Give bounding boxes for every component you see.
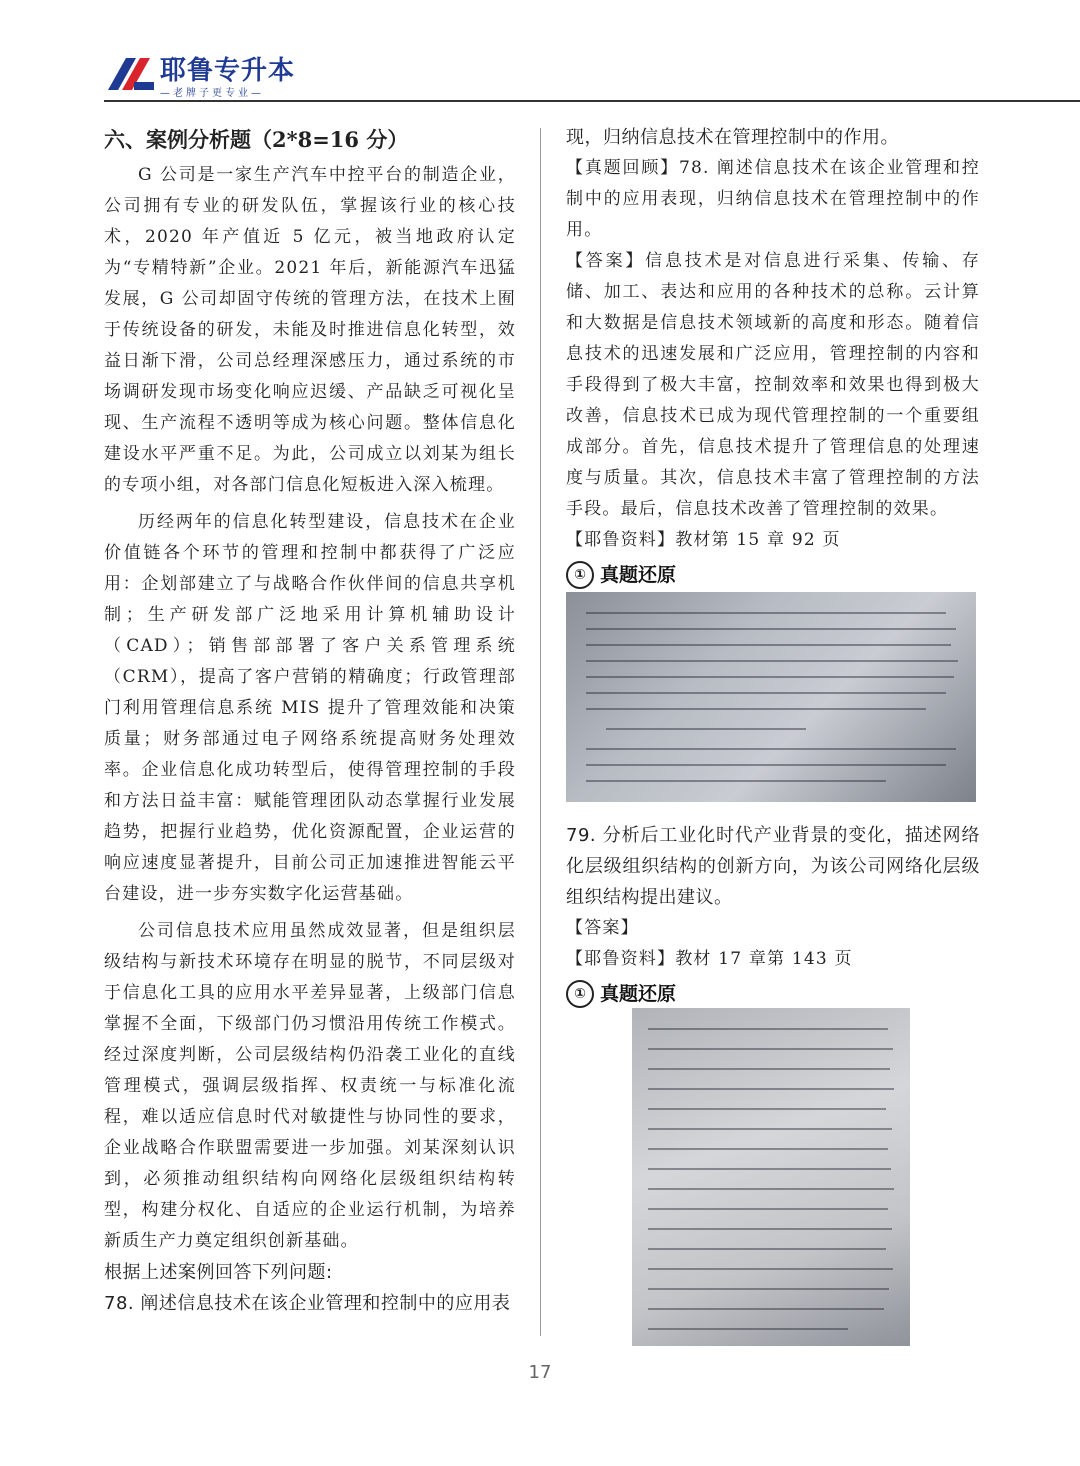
tag-real-exam-2 [566, 977, 980, 1011]
brand-logo-icon [104, 52, 156, 96]
header-divider [104, 100, 1080, 102]
page-header [0, 0, 1080, 104]
case-paragraph-2: 历经两年的信息化转型建设，信息技术在企业价值链各个环节的管理和控制中都获得了广泛应用：企划部建立了与战略合作伙伴间的信息共享机制；生产研发部广泛地采用计算机辅助设计（CAD）；销售部部署了客户关系管理系统（CRM），提高了客户营销的精确度；行政管理部门利用管理信息系统 MIS 提升了管理效能和决策质量；财务部通过电子网络系统提高财务处理效率。企业信息化成功转型后，使得管理控制的手段和方法日益丰富：赋能管理团队动态掌握行业发展趋势，把握行业趋势，优化资源配置，企业运营的响应速度显著提升，目前公司正加速推进智能云平台建设，进一步夯实数字化运营基础。 [104, 512, 516, 904]
source-79: 【耶鲁资料】教材 17 章第 143 页 [566, 949, 853, 969]
section-title: 六、案例分析题（2*8=16 分） [104, 127, 409, 152]
textbook-photo-2 [632, 1008, 910, 1346]
question-78-start: 78. 阐述信息技术在该企业管理和控制中的应用表 [104, 1293, 511, 1314]
right-column [566, 122, 980, 594]
case-paragraph-3: 公司信息技术应用虽然成效显著，但是组织层级结构与新技术环境存在明显的脱节，不同层级对于信息化工具的应用水平差异显著，上级部门信息掌握不全面，下级部门仍习惯沿用传统工作模式。经过深度判断，公司层级结构仍沿袭工业化的直线管理模式，强调层级指挥、权责统一与标准化流程，难以适应信息时代对敏捷性与协同性的要求，企业战略合作联盟需要进一步加强。刘某深刻认识到，必须推动组织结构向网络化层级组织结构转型，构建分权化、自适应的企业运行机制，为培养新质生产力奠定组织创新基础。 [104, 921, 516, 1251]
tag-real-exam-1 [566, 558, 980, 592]
left-column [104, 122, 516, 1319]
circle-number-icon: ① [566, 561, 594, 589]
question-prompt: 根据上述案例回答下列问题: [104, 1262, 333, 1283]
tag-label: 真题还原 [600, 563, 677, 586]
tag-label: 真题还原 [600, 982, 677, 1005]
answer-78: 【答案】信息技术是对信息进行采集、传输、存储、加工、表达和应用的各种技术的总称。云计算和大数据是信息技术领域新的高度和形态。随着信息技术的迅速发展和广泛应用，管理控制的内容和手段得到了极大丰富，控制效率和效果也得到极大改善，信息技术已成为现代管理控制的一个重要组成部分。首先，信息技术提升了管理信息的处理速度与质量。其次，信息技术丰富了管理控制的方法手段。最后，信息技术改善了管理控制的效果。 [566, 251, 980, 519]
column-divider [540, 128, 541, 1336]
brand-name: 耶鲁专升本 [160, 56, 296, 86]
answer-79: 【答案】 [566, 918, 639, 938]
question-78-end: 现，归纳信息技术在管理控制中的作用。 [566, 127, 899, 148]
question-79: 79. 分析后工业化时代产业背景的变化，描述网络化层级组织结构的创新方向，为该公司网络化层级组织结构提出建议。 [566, 825, 980, 908]
textbook-photo-1 [566, 592, 976, 802]
case-paragraph-1: G 公司是一家生产汽车中控平台的制造企业，公司拥有专业的研发队伍，掌握该行业的核心技术，2020 年产值近 5 亿元，被当地政府认定为“专精特新”企业。2021 年后，新能源汽车迅猛发展，G 公司却固守传统的管理方法，在技术上囿于传统设备的研发，未能及时推进信息化转型，效益日渐下滑，公司总经理深感压力，通过系统的市场调研发现市场变化响应迟缓、产品缺乏可视化呈现、生产流程不透明等成为核心问题。整体信息化建设水平严重不足。为此，公司成立以刘某为组长的专项小组，对各部门信息化短板进入深入梳理。 [104, 165, 516, 495]
page-number: 17 [528, 1362, 552, 1383]
review-78: 【真题回顾】78. 阐述信息技术在该企业管理和控制中的应用表现，归纳信息技术在管理控制中的作用。 [566, 158, 980, 240]
circle-number-icon: ① [566, 980, 594, 1008]
source-78: 【耶鲁资料】教材第 15 章 92 页 [566, 530, 841, 550]
brand-slogan: —老牌子更专业— [160, 88, 264, 99]
right-column-lower [566, 820, 980, 1013]
